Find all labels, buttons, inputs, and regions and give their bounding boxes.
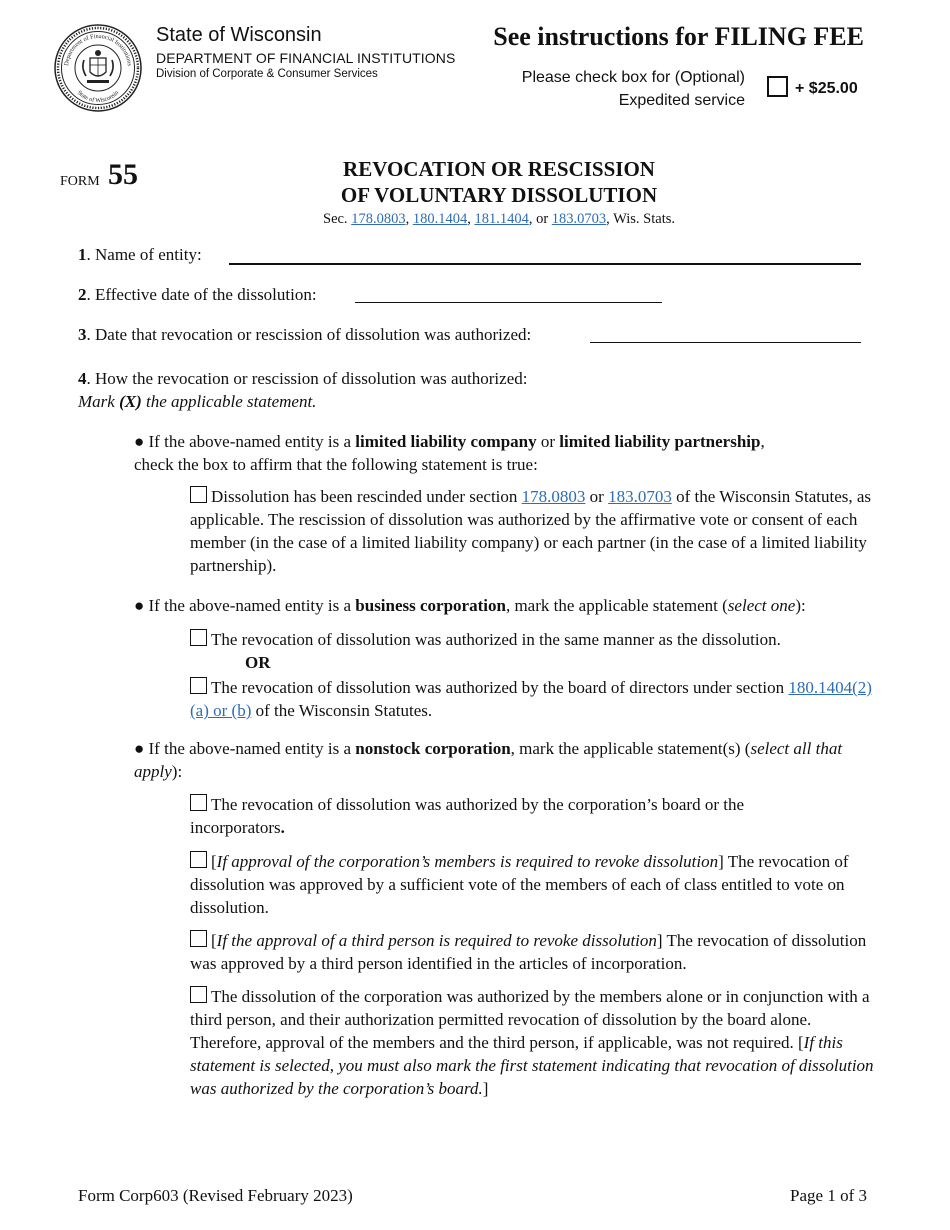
biz-or-label: OR	[245, 653, 271, 672]
llc-statute-link-178-0803[interactable]: 178.0803	[521, 487, 586, 506]
nonstock-members-checkbox[interactable]	[190, 851, 207, 868]
llc-or: or	[536, 432, 560, 451]
nonstock-stmt-3-rest: ] The revocation of dissolution was approved by a third person identified in the articles of incorporation.	[190, 931, 867, 973]
biz-statement-1	[190, 628, 880, 651]
nonstock-statement-1	[190, 793, 830, 839]
item-4-number: 4	[78, 369, 87, 388]
nonstock-stmt-2-italic: If approval of the corporation’s members is required to revoke dissolution	[216, 852, 719, 871]
item-4-label: . How the revocation or rescission of dissolution was authorized:	[86, 369, 528, 388]
svg-text:State of Wisconsin: State of Wisconsin	[75, 89, 121, 105]
item-4	[78, 367, 878, 413]
state-name: State of Wisconsin	[156, 24, 322, 46]
biz-statement-2	[190, 676, 880, 722]
llc-after: ,	[760, 432, 765, 451]
biz-statute-link-180-1404[interactable]: 180.1404(2)(a) or (b)	[190, 678, 872, 720]
biz-board-checkbox[interactable]	[190, 677, 207, 694]
nonstock-stmt-2-rest: ] The revocation of dissolution was approved by a sufficient vote of the members of each of class entitled to vote on dissolution.	[190, 852, 849, 917]
form-title-line-2: OF VOLUNTARY DISSOLUTION	[340, 183, 658, 207]
biz-bold: business corporation	[355, 596, 506, 615]
llc-stmt-pre: Dissolution has been rescinded under section	[211, 487, 522, 506]
form-title-line-1: REVOCATION OR RESCISSION	[343, 157, 655, 181]
llc-section-intro	[134, 430, 874, 476]
form-title-block	[0, 156, 950, 228]
nonstock-stmt-1-period: .	[280, 818, 285, 837]
nonstock-statement-2	[190, 850, 880, 919]
llc-bold-2: limited liability partnership	[559, 432, 761, 451]
department-name: DEPARTMENT OF FINANCIAL INSTITUTIONS	[156, 50, 456, 66]
llc-statute-link-183-0703[interactable]: 183.0703	[608, 487, 672, 506]
authorization-date-field[interactable]	[590, 342, 861, 343]
biz-bullet-text: ● If the above-named entity is a	[134, 596, 356, 615]
statute-references	[0, 210, 950, 228]
mark-pre: Mark	[78, 392, 120, 411]
nonstock-board-checkbox[interactable]	[190, 794, 207, 811]
state-seal-logo	[54, 24, 142, 112]
form-label: FORM	[60, 174, 100, 189]
biz-close: ):	[795, 596, 806, 615]
statute-link-178-0803[interactable]: 178.0803	[351, 211, 406, 227]
llc-bullet-text: ● If the above-named entity is a	[134, 432, 356, 451]
sep: ,	[405, 211, 410, 227]
nonstock-close: ):	[171, 762, 183, 781]
item-1	[78, 245, 202, 265]
llc-stmt-or: or	[585, 487, 609, 506]
sec-suffix: , Wis. Stats.	[606, 211, 675, 227]
sep: ,	[467, 211, 471, 227]
item-2-label: . Effective date of the dissolution:	[86, 285, 317, 304]
statute-link-181-1404[interactable]: 181.1404	[474, 211, 529, 227]
division-name: Division of Corporate & Consumer Services	[156, 68, 378, 80]
item-3-number: 3	[78, 325, 87, 344]
nonstock-stmt-4-text: The dissolution of the corporation was authorized by the members alone or in conjunction with a third person, and their authorization permitted revocation of dissolution by the board alone. Therefore, approval of the members and the third person, if applicable, was not required. [	[190, 987, 870, 1052]
svg-text:Department of Financial Instit: Department of Financial Institutions	[63, 32, 133, 67]
sec-prefix: Sec.	[323, 211, 348, 227]
nonstock-stmt-1-text: The revocation of dissolution was authorized by the corporation’s board or the incorporators	[190, 795, 744, 837]
mark-x: (X)	[119, 392, 142, 411]
filing-fee-heading: See instructions for FILING FEE	[493, 22, 864, 51]
item-1-label: . Name of entity:	[86, 245, 202, 264]
nonstock-stmt-4-italic: If this statement is selected, you must also mark the first statement indicating that revocation of dissolution was authorized by the corporation’s board.	[190, 1033, 874, 1098]
nonstock-bold: nonstock corporation	[355, 739, 511, 758]
form-number: 55	[108, 158, 138, 191]
item-3	[78, 325, 531, 345]
nonstock-stmt-3-italic: If the approval of a third person is required to revoke dissolution	[216, 931, 657, 950]
biz-italic: select one	[727, 596, 796, 615]
llc-statement	[190, 485, 880, 577]
llc-rescission-checkbox[interactable]	[190, 486, 207, 503]
nonstock-members-alone-checkbox[interactable]	[190, 986, 207, 1003]
biz-after: , mark the applicable statement (	[505, 596, 728, 615]
nonstock-statement-4	[190, 985, 880, 1100]
llc-line-2: check the box to affirm that the following statement is true:	[134, 455, 538, 474]
nonstock-third-person-checkbox[interactable]	[190, 930, 207, 947]
expedite-fee: + $25.00	[795, 80, 858, 97]
llc-stmt-rest: of the Wisconsin Statutes, as applicable. The rescission of dissolution was authorized by the affirmative vote or consent of each member (in the case of a limited liability company) or each partner (in the case of a limited liability partnership).	[190, 487, 872, 575]
entity-name-field[interactable]	[229, 263, 861, 265]
nonstock-bullet-text: ● If the above-named entity is a	[134, 739, 356, 758]
expedite-line-1: Please check box for (Optional)	[521, 69, 745, 86]
expedite-instructions	[522, 66, 745, 112]
nonstock-section-intro	[134, 737, 874, 783]
item-2	[78, 285, 317, 305]
nonstock-statement-3	[190, 929, 880, 975]
effective-date-field[interactable]	[355, 302, 662, 303]
mark-post: the applicable statement.	[141, 392, 317, 411]
biz-section-intro	[134, 594, 894, 617]
item-4-instruction	[78, 390, 878, 413]
nonstock-stmt-4-close: ]	[482, 1079, 489, 1098]
item-3-label: . Date that revocation or rescission of dissolution was authorized:	[86, 325, 532, 344]
biz-stmt-2-post: of the Wisconsin Statutes.	[251, 701, 433, 720]
statute-link-183-0703[interactable]: 183.0703	[551, 211, 607, 227]
nonstock-italic: select all that apply	[134, 739, 843, 781]
nonstock-stmt-3-open: [	[211, 931, 217, 950]
item-1-number: 1	[78, 245, 87, 264]
biz-stmt-2-pre: The revocation of dissolution was authorized by the board of directors under section	[211, 678, 789, 697]
sep-or: , or	[528, 211, 549, 227]
item-2-number: 2	[78, 285, 87, 304]
expedite-line-2: Expedited service	[618, 92, 745, 109]
form-revision-footer: Form Corp603 (Revised February 2023)	[78, 1186, 353, 1205]
nonstock-after: , mark the applicable statement(s) (	[510, 739, 751, 758]
llc-bold-1: limited liability company	[355, 432, 537, 451]
statute-link-180-1404[interactable]: 180.1404	[412, 211, 468, 227]
expedited-service-checkbox[interactable]	[767, 76, 788, 97]
biz-same-manner-checkbox[interactable]	[190, 629, 207, 646]
page-number-footer: Page 1 of 3	[790, 1186, 867, 1205]
nonstock-stmt-2-open: [	[211, 852, 217, 871]
biz-stmt-1-text: The revocation of dissolution was authorized in the same manner as the dissolution.	[211, 630, 781, 649]
